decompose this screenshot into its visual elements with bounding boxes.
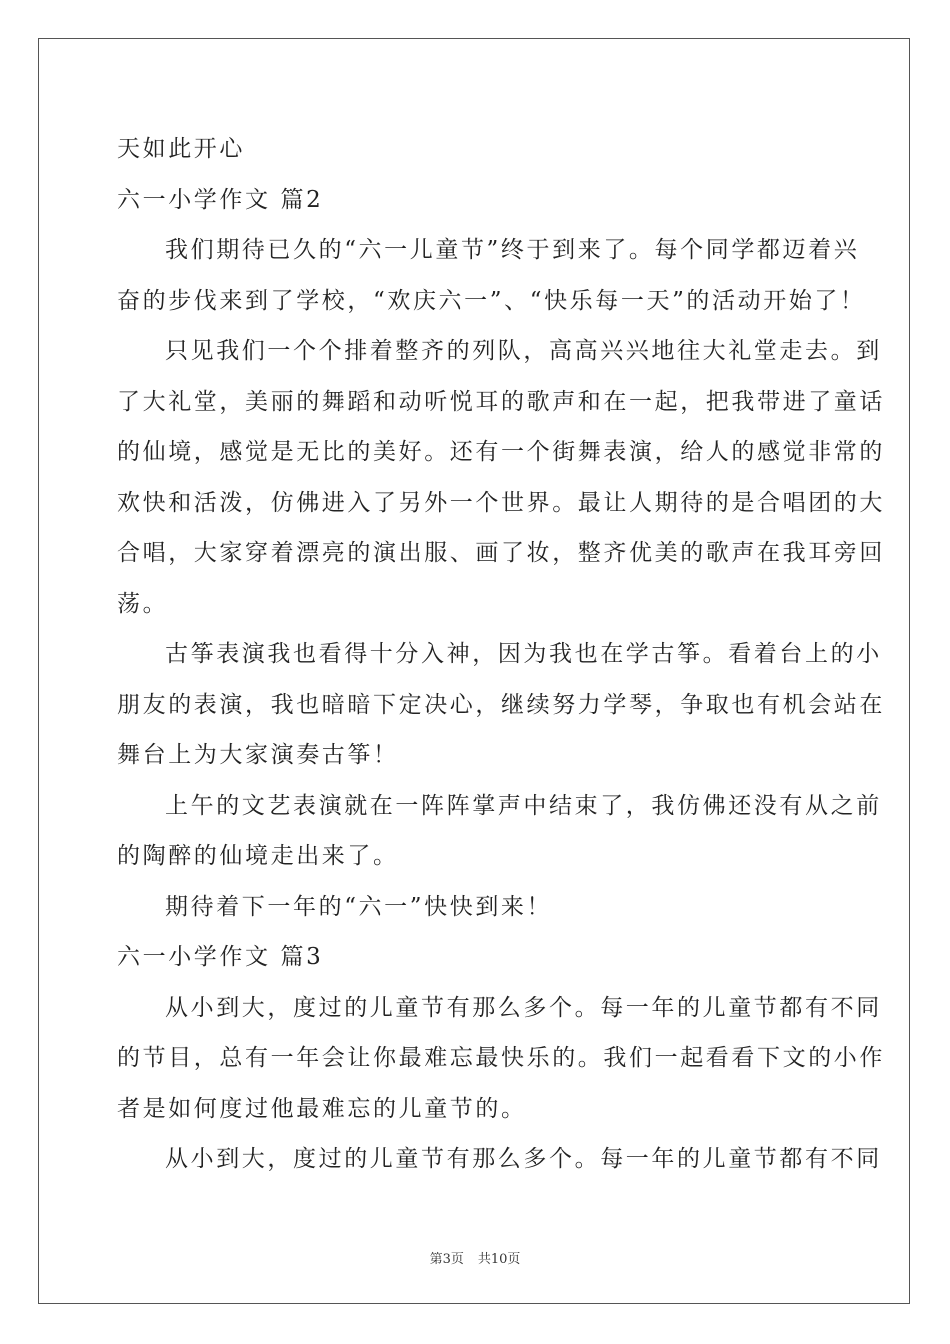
page-number-current: 第3页 <box>429 1252 464 1267</box>
text-line: 从小到大，度过的儿童节有那么多个。每一年的儿童节都有不同 <box>165 1146 882 1172</box>
text-line: 的仙境，感觉是无比的美好。还有一个街舞表演，给人的感觉非常的 <box>117 439 885 465</box>
text-line: 古筝表演我也看得十分入神，因为我也在学古筝。看着台上的小 <box>165 641 882 667</box>
text-line: 者是如何度过他最难忘的儿童节的。 <box>117 1095 527 1122</box>
page-footer <box>0 1248 950 1267</box>
page-number-total: 共10页 <box>477 1252 521 1267</box>
text-line: 我们期待已久的“六一儿童节”终于到来了。每个同学都迈着兴 <box>165 237 860 263</box>
text-line: 上午的文艺表演就在一阵阵掌声中结束了，我仿佛还没有从之前 <box>165 792 882 819</box>
text-line: 舞台上为大家演奏古筝！ <box>117 742 399 768</box>
text-line: 期待着下一年的“六一”快快到来！ <box>165 893 553 920</box>
text-line: 荡。 <box>117 590 169 617</box>
text-line: 了大礼堂，美丽的舞蹈和动听悦耳的歌声和在一起，把我带进了童话 <box>117 388 885 415</box>
text-line: 欢快和活泼，仿佛进入了另外一个世界。最让人期待的是合唱团的大 <box>117 489 885 516</box>
text-line: 的节目，总有一年会让你最难忘最快乐的。我们一起看看下文的小作 <box>117 1045 885 1071</box>
text-line: 天如此开心 <box>117 136 245 162</box>
text-line: 奋的步伐来到了学校，“欢庆六一”、“快乐每一天”的活动开始了！ <box>117 287 866 314</box>
text-line: 只见我们一个个排着整齐的列队，高高兴兴地往大礼堂走去。到 <box>165 338 882 364</box>
text-line: 合唱，大家穿着漂亮的演出服、画了妆，整齐优美的歌声在我耳旁回 <box>117 540 885 566</box>
section-heading: 六一小学作文 篇2 <box>117 186 324 213</box>
section-heading: 六一小学作文 篇3 <box>117 944 324 970</box>
document-body <box>117 124 885 1185</box>
text-line: 从小到大，度过的儿童节有那么多个。每一年的儿童节都有不同 <box>165 994 882 1021</box>
text-line: 朋友的表演，我也暗暗下定决心，继续努力学琴，争取也有机会站在 <box>117 691 885 718</box>
text-line: 的陶醉的仙境走出来了。 <box>117 843 399 869</box>
